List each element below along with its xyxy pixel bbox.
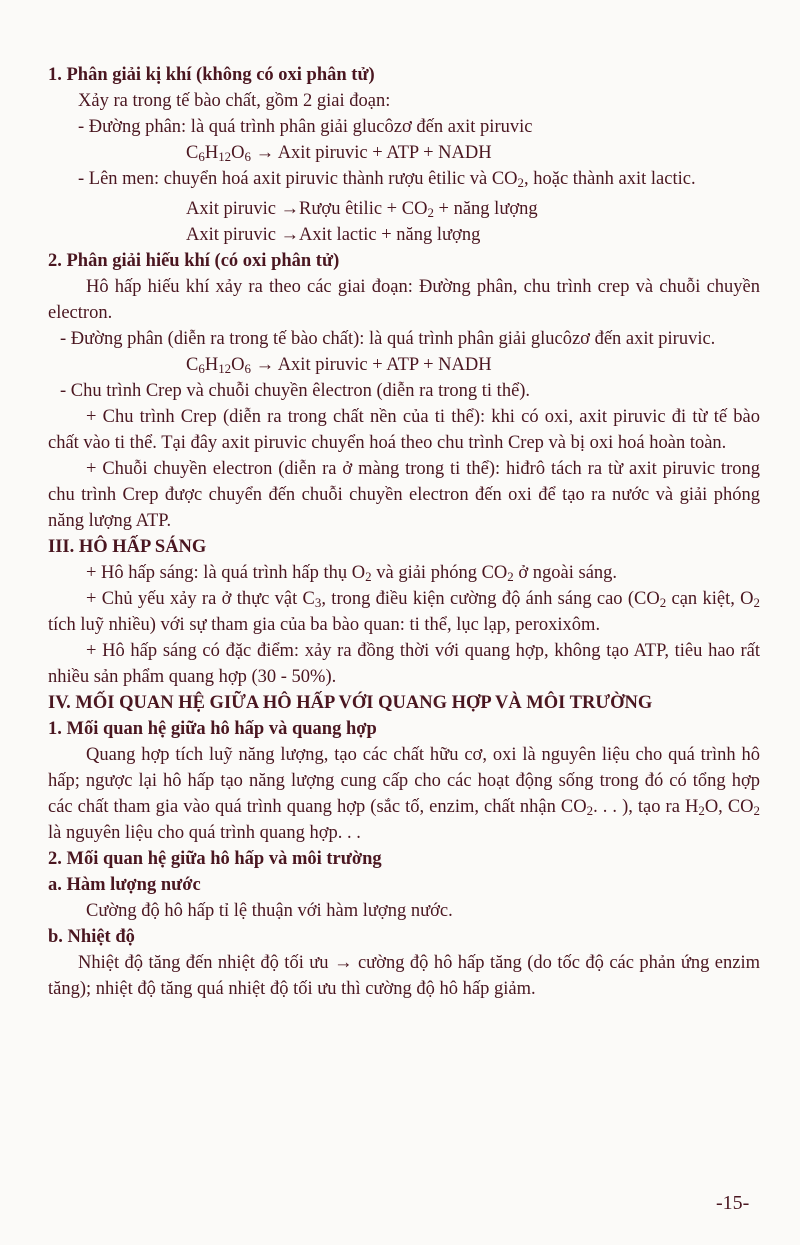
equation-ethanol: Axit piruvic →Rượu êtilic + $CO_2$ + năng lượng: [186, 199, 538, 221]
anaerobic-glycolysis: - Đường phân: là quá trình phân giải glucôzơ đến axit piruvic: [78, 117, 533, 137]
photorespiration-features: + Hô hấp sáng có đặc điểm: xảy ra đồng thời với quang hợp, không tạo ATP, tiêu hao rất nhiều sản phẩm quang hợp (30 - 50%).: [48, 641, 760, 687]
page-number: -15-: [716, 1192, 750, 1214]
page-content: [48, 62, 760, 1002]
anaerobic-intro: Xảy ra trong tế bào chất, gồm 2 giai đoạn:: [78, 91, 391, 111]
aerobic-krebs-chain: - Chu trình Crep và chuỗi chuyền êlectron (diễn ra trong ti thể).: [60, 381, 531, 401]
water-content-text: Cường độ hô hấp tỉ lệ thuận với hàm lượng nước.: [86, 901, 453, 921]
aerobic-intro: Hô hấp hiếu khí xảy ra theo các giai đoạn: Đường phân, chu trình crep và chuỗi chuyền electron.: [48, 277, 760, 323]
heading-anaerobic: 1. Phân giải kị khí (không có oxi phân tử): [48, 65, 375, 85]
equation-glycolysis-2: $C_6H_{12}O_6$ → Axit piruvic + ATP + NADH: [186, 355, 492, 377]
respiration-photosynthesis-text: Quang hợp tích luỹ năng lượng, tạo các chất hữu cơ, oxi là nguyên liệu cho quá trình hô hấp; ngược lại hô hấp tạo năng lượng cung cấp cho các hoạt động sống trong đó có tổng hợp các chất tham gia vào quá trình quang hợp (sắc tố, enzim, chất nhận $CO_2$. . . ), tạo ra $H_2O$, $CO_2$ là nguyên liệu cho quá trình quang hợp. . .: [48, 745, 761, 843]
heading-aerobic: 2. Phân giải hiếu khí (có oxi phân tử): [48, 251, 340, 271]
aerobic-electron-chain: + Chuỗi chuyền electron (diễn ra ở màng trong ti thể): hiđrô tách ra từ axit piruvic trong chu trình Crep được chuyển đến chuỗi chuyền electron đến oxi để tạo ra nước và giải phóng năng lượng ATP.: [48, 459, 760, 531]
photorespiration-definition: + Hô hấp sáng: là quá trình hấp thụ $O_2$ và giải phóng $CO_2$ ở ngoài sáng.: [86, 563, 618, 585]
heading-respiration-environment: 2. Mối quan hệ giữa hô hấp và môi trường: [48, 849, 382, 869]
aerobic-krebs: + Chu trình Crep (diễn ra trong chất nền của ti thể): khi có oxi, axit piruvic đi từ tế bào chất vào ti thể. Tại đây axit piruvic chuyển hoá theo chu trình Crep và bị oxi hoá hoàn toàn.: [48, 407, 760, 453]
heading-temperature: b. Nhiệt độ: [48, 927, 135, 947]
heading-water-content: a. Hàm lượng nước: [48, 875, 201, 895]
equation-lactic: Axit piruvic →Axit lactic + năng lượng: [186, 225, 481, 245]
heading-photorespiration: III. HÔ HẤP SÁNG: [48, 537, 207, 557]
anaerobic-fermentation: - Lên men: chuyển hoá axit piruvic thành rượu êtilic và $CO_2$, hoặc thành axit lactic.: [78, 169, 696, 191]
heading-respiration-photosynthesis: 1. Mối quan hệ giữa hô hấp và quang hợp: [48, 719, 377, 739]
heading-relations: IV. MỐI QUAN HỆ GIỮA HÔ HẤP VỚI QUANG HỢP VÀ MÔI TRƯỜNG: [48, 693, 653, 713]
photorespiration-location: + Chủ yếu xảy ra ở thực vật $C_3$, trong điều kiện cường độ ánh sáng cao ($CO_2$ cạn kiệt, $O_2$ tích luỹ nhiều) với sự tham gia của ba bào quan: ti thể, lục lạp, peroxixôm.: [48, 589, 761, 635]
aerobic-glycolysis: - Đường phân (diễn ra trong tế bào chất): là quá trình phân giải glucôzơ đến axit piruvic.: [60, 329, 716, 349]
temperature-text: Nhiệt độ tăng đến nhiệt độ tối ưu → cường độ hô hấp tăng (do tốc độ các phản ứng enzim tăng); nhiệt độ tăng quá nhiệt độ tối ưu thì cường độ hô hấp giảm.: [48, 953, 760, 999]
equation-glycolysis-1: $C_6H_{12}O_6$ → Axit piruvic + ATP + NADH: [186, 143, 492, 165]
